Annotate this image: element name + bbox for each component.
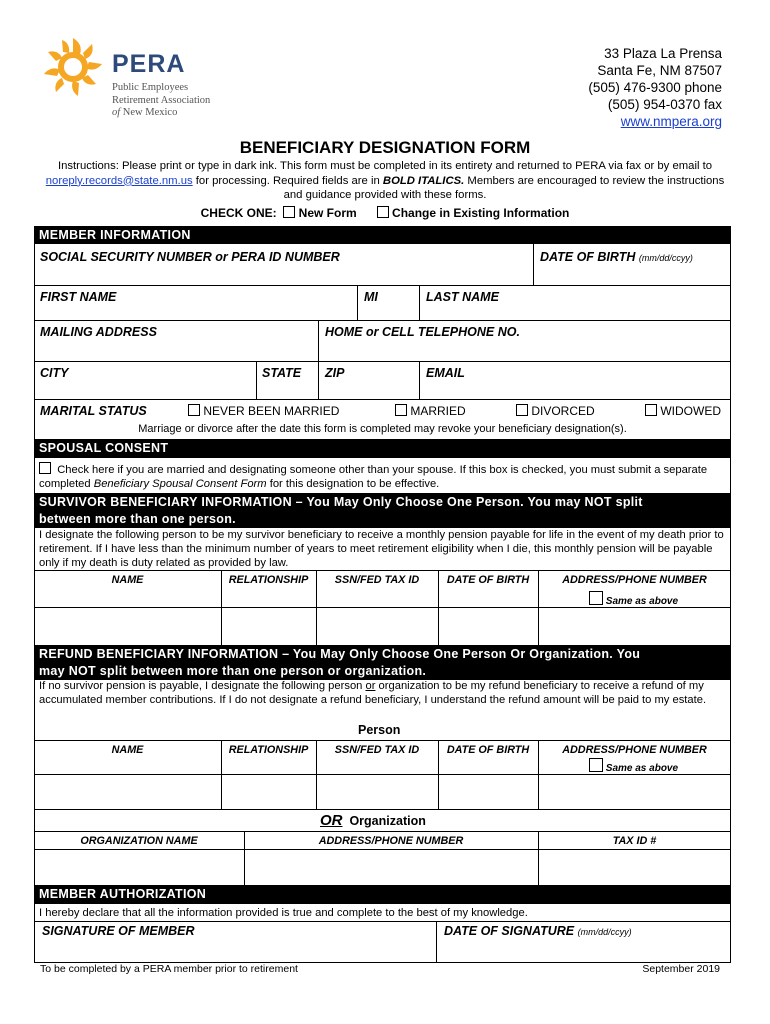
refund-text: [39, 680, 725, 708]
widowed-label: WIDOWED: [660, 404, 721, 418]
signature-date-text: DATE OF SIGNATURE: [444, 924, 575, 938]
refund-relationship-input[interactable]: [223, 776, 314, 807]
divorced-label: DIVORCED: [531, 404, 595, 418]
email-input[interactable]: [424, 382, 724, 396]
spousal-text1: Check here if you are married and designating someone other than your spouse. If this box is checked, you must submit a separate completed: [39, 464, 708, 490]
logo-nm: New Mexico: [122, 107, 178, 118]
mailing-address-input[interactable]: [40, 342, 312, 358]
org-col-address: ADDRESS/PHONE NUMBER: [318, 835, 464, 847]
instructions-part1: Instructions: Please print or type in dark ink. This form must be completed in its entirety and returned to PERA via fax or by email to: [57, 160, 713, 172]
refund-col-ssn: SSN/FED TAX ID: [334, 744, 420, 756]
city-label: CITY: [40, 366, 69, 380]
survivor-header: [34, 493, 731, 528]
marital-married-option[interactable]: [395, 404, 466, 418]
change-info-checkbox[interactable]: [377, 206, 389, 218]
refund-header-line1: REFUND BENEFICIARY INFORMATION – You May Only Choose One Person Or Organization. You: [39, 647, 641, 661]
marital-note: Marriage or divorce after the date this form is completed may revoke your beneficiary designation(s).: [138, 423, 627, 435]
survivor-header-line1: SURVIVOR BENEFICIARY INFORMATION – You May Only Choose One Person. You may NOT split: [39, 495, 643, 509]
refund-col-name: NAME: [111, 744, 144, 756]
survivor-col-name: NAME: [111, 574, 144, 586]
refund-header: [34, 645, 731, 680]
survivor-relationship-input[interactable]: [223, 609, 314, 643]
never-married-checkbox[interactable]: [188, 404, 200, 416]
state-label: STATE: [262, 366, 302, 380]
zip-label: ZIP: [325, 366, 345, 380]
survivor-col-dob: DATE OF BIRTH: [446, 574, 530, 586]
survivor-same-checkbox[interactable]: [589, 591, 603, 605]
refund-name-input[interactable]: [36, 776, 219, 807]
dob-text: DATE OF BIRTH: [540, 250, 636, 264]
marital-status-label: MARITAL STATUS: [40, 404, 147, 418]
org-col-name: ORGANIZATION NAME: [80, 835, 198, 847]
refund-col-relationship: RELATIONSHIP: [228, 744, 309, 756]
refund-text-or: or: [365, 680, 376, 692]
mailing-address-label: MAILING ADDRESS: [40, 325, 157, 339]
first-name-label: FIRST NAME: [40, 290, 117, 304]
logo-title: PERA: [112, 50, 186, 78]
zip-input[interactable]: [323, 382, 413, 396]
spousal-consent-checkbox[interactable]: [39, 462, 51, 474]
email-link[interactable]: noreply.records@state.nm.us: [45, 174, 193, 187]
address-fax: (505) 954-0370 fax: [607, 97, 722, 112]
signature-label: SIGNATURE OF MEMBER: [42, 924, 195, 938]
org-taxid-input[interactable]: [540, 851, 729, 883]
form-title: BENEFICIARY DESIGNATION FORM: [239, 138, 531, 157]
phone-label: HOME or CELL TELEPHONE NO.: [325, 325, 520, 339]
married-checkbox[interactable]: [395, 404, 407, 416]
ssn-input[interactable]: [40, 266, 528, 282]
married-label: MARRIED: [410, 404, 466, 418]
survivor-address-input[interactable]: [540, 609, 729, 643]
website-link[interactable]: www.nmpera.org: [620, 114, 722, 129]
logo-subtitle: [112, 82, 210, 120]
refund-dob-input[interactable]: [440, 776, 536, 807]
mi-label: MI: [364, 290, 378, 304]
signature-date-input[interactable]: [442, 940, 727, 960]
check-one-label: CHECK ONE:: [200, 206, 277, 220]
phone-input[interactable]: [323, 342, 723, 358]
or-label: OR: [320, 812, 343, 829]
signature-input[interactable]: [40, 940, 430, 960]
logo-of: of: [112, 107, 121, 118]
change-info-label: Change in Existing Information: [392, 206, 570, 220]
survivor-col-relationship: RELATIONSHIP: [228, 574, 309, 586]
dob-input[interactable]: [538, 266, 728, 282]
refund-person-label: Person: [358, 723, 401, 737]
org-name-input[interactable]: [36, 851, 242, 883]
dob-label: [540, 250, 693, 264]
refund-text-b: organization to be my refund beneficiary to receive a refund of my accumulated member contributions. If I do not designate a refund beneficiary, I understand the refund amount will be paid to my estate.: [39, 680, 707, 706]
instructions-bold: BOLD ITALICS.: [382, 174, 465, 187]
address-city: Santa Fe, NM 87507: [597, 63, 722, 78]
widowed-checkbox[interactable]: [645, 404, 657, 416]
instructions-part3: Members are encouraged to review the instructions and guidance provided with these forms.: [283, 174, 725, 202]
mi-input[interactable]: [362, 305, 414, 318]
address-phone: (505) 476-9300 phone: [588, 80, 722, 95]
organization-label: Organization: [349, 814, 426, 828]
marital-never-option[interactable]: [188, 404, 339, 418]
refund-header-line2: may NOT split between more than one person or organization.: [39, 663, 427, 678]
new-form-label: New Form: [298, 206, 357, 220]
city-input[interactable]: [40, 382, 250, 396]
survivor-header-line2: between more than one person.: [39, 511, 236, 526]
state-input[interactable]: [261, 382, 313, 396]
signature-date-label: [444, 924, 632, 938]
email-label: EMAIL: [426, 366, 465, 380]
survivor-col-ssn: SSN/FED TAX ID: [334, 574, 420, 586]
survivor-text: I designate the following person to be my survivor beneficiary to receive a monthly pension payable for life in the event of my death prior to retirement. If I have less than the minimum number of years to meet retirement eligibility when I die, this monthly pension will be payable only if my death is duty related as provided by law.: [39, 529, 724, 569]
authorization-text: I hereby declare that all the information provided is true and complete to the best of my knowledge.: [39, 907, 528, 919]
refund-text-a: If no survivor pension is payable, I designate the following person: [39, 680, 366, 692]
logo-line3: [112, 107, 210, 120]
spousal-consent-text: [39, 462, 725, 492]
refund-address-input[interactable]: [540, 776, 729, 807]
pera-address: [588, 45, 722, 130]
or-organization-row: [320, 812, 426, 829]
instructions: [38, 159, 732, 203]
org-col-taxid: TAX ID #: [612, 835, 657, 847]
survivor-same-label: Same as above: [605, 596, 679, 607]
ssn-label: SOCIAL SECURITY NUMBER or PERA ID NUMBER: [40, 250, 340, 264]
spousal-text2: for this designation to be effective.: [266, 477, 440, 490]
dob-format: (mm/dd/ccyy): [638, 253, 693, 263]
marital-divorced-option[interactable]: [516, 404, 595, 418]
survivor-same-as-above[interactable]: [589, 591, 678, 607]
marital-widowed-option[interactable]: [645, 404, 721, 418]
pera-sun-logo-icon: [40, 34, 106, 100]
survivor-dob-input[interactable]: [440, 609, 536, 643]
refund-same-label: Same as above: [605, 763, 679, 774]
signature-date-format: (mm/dd/ccyy): [577, 927, 632, 937]
never-married-label: NEVER BEEN MARRIED: [203, 404, 340, 418]
last-name-input[interactable]: [424, 305, 724, 318]
divorced-checkbox[interactable]: [516, 404, 528, 416]
spousal-consent-header: SPOUSAL CONSENT: [34, 439, 731, 458]
spousal-form-name: Beneficiary Spousal Consent Form: [93, 477, 267, 490]
last-name-label: LAST NAME: [426, 290, 499, 304]
refund-col-dob: DATE OF BIRTH: [446, 744, 530, 756]
first-name-input[interactable]: [40, 305, 350, 318]
survivor-ssn-input[interactable]: [318, 609, 436, 643]
org-address-input[interactable]: [246, 851, 536, 883]
member-info-header: MEMBER INFORMATION: [34, 227, 731, 244]
check-one-row: [0, 206, 770, 220]
survivor-name-input[interactable]: [36, 609, 219, 643]
footer-date: September 2019: [642, 963, 720, 975]
refund-ssn-input[interactable]: [318, 776, 436, 807]
member-authorization-header: MEMBER AUTHORIZATION: [34, 885, 731, 904]
instructions-part2: for processing. Required fields are in: [192, 174, 383, 187]
refund-same-as-above[interactable]: [589, 758, 678, 774]
logo-line2: Retirement Association: [112, 94, 211, 106]
refund-col-address: ADDRESS/PHONE NUMBER: [562, 744, 707, 756]
new-form-checkbox[interactable]: [283, 206, 295, 218]
logo-line1: Public Employees: [112, 82, 189, 93]
address-street: 33 Plaza La Prensa: [604, 46, 722, 61]
survivor-col-address: ADDRESS/PHONE NUMBER: [562, 574, 707, 586]
refund-same-checkbox[interactable]: [589, 758, 603, 772]
footer-left: To be completed by a PERA member prior to retirement: [40, 963, 298, 975]
